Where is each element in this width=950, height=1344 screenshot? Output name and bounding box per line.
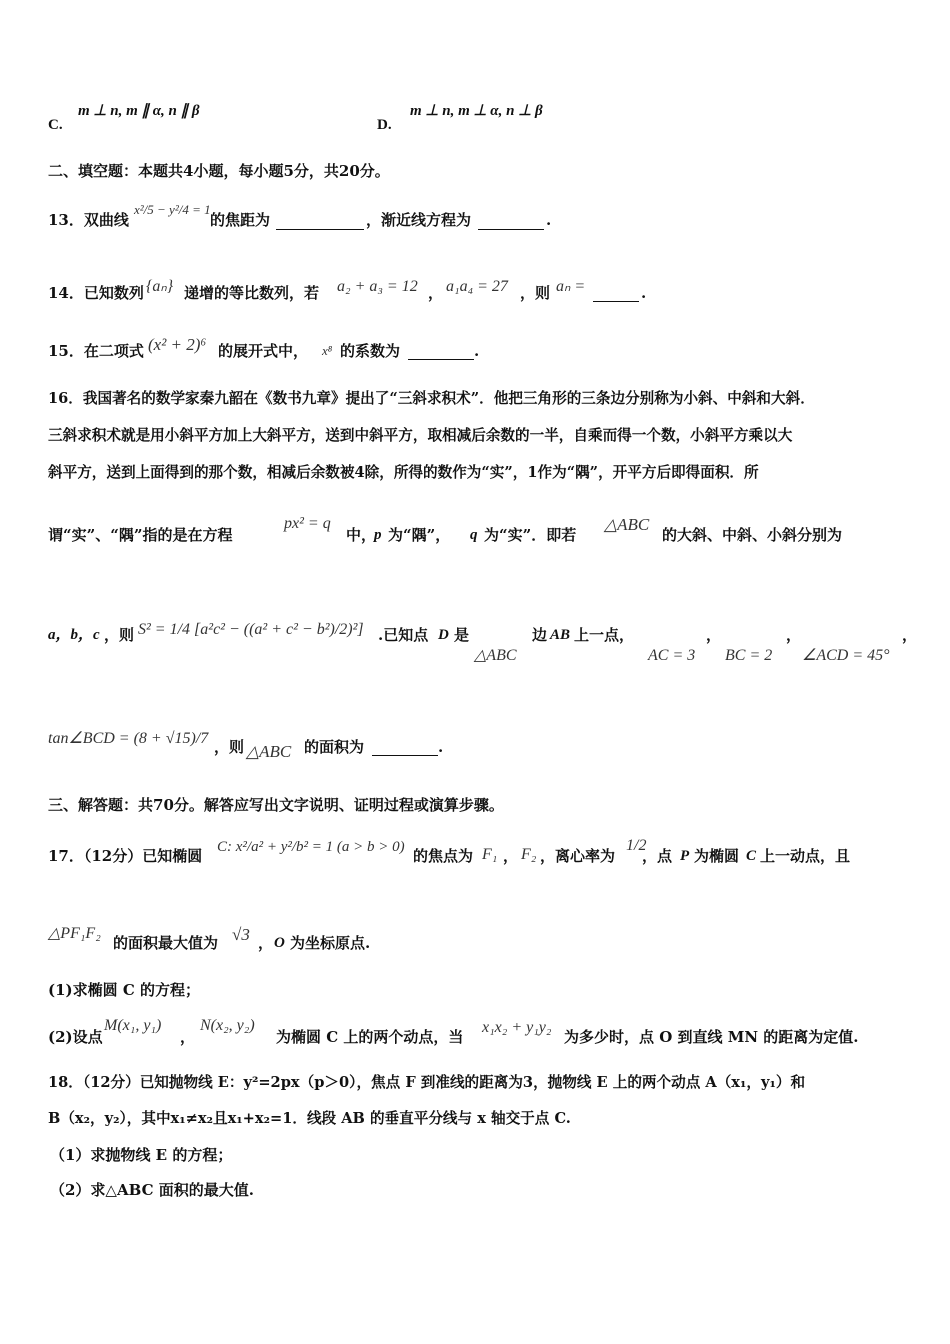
q13-blank-2[interactable] bbox=[478, 228, 544, 230]
q16-line-3: 斜平方，送到上面得到的那个数，相减后余数被4除，所得的数作为“实”，1作为“隅”，开平方后即得面积．所 bbox=[48, 464, 759, 481]
q16-triangle-2: △ABC bbox=[474, 647, 517, 664]
q17-expr: x₁x₂ + y₁y₂ bbox=[482, 1019, 552, 1036]
q16-sides: a，b，c bbox=[48, 627, 100, 643]
q17-text-5: 上一动点，且 bbox=[760, 847, 851, 865]
q15-binomial: (x² + 2)⁶ bbox=[148, 335, 207, 354]
q17-triangle: △PF₁F₂ bbox=[48, 925, 101, 942]
q17-text-3: ，点 bbox=[642, 847, 673, 865]
q13-end: . bbox=[546, 211, 552, 229]
q16-q-var: q bbox=[470, 527, 478, 543]
q16-triangle-3: △ABC bbox=[246, 742, 292, 761]
q16-sep-2: ， bbox=[786, 626, 802, 644]
q15-end: . bbox=[474, 342, 480, 360]
q15-text-1: 的展开式中， bbox=[218, 342, 309, 360]
q14-cond-2: a₁a₄ = 27 bbox=[446, 278, 508, 295]
q16-line-4e: 的大斜、中斜、小斜分别为 bbox=[662, 526, 843, 544]
section-2-title: 二、填空题：本题共4小题，每小题5分，共20分。 bbox=[48, 162, 390, 180]
q15-term: x⁸ bbox=[322, 343, 333, 358]
q17-point-m: M(x₁, y₁) bbox=[104, 1017, 162, 1034]
q17-sep: ， bbox=[503, 847, 519, 865]
q16-line-4d: 为“实”．即若 bbox=[484, 526, 577, 544]
q17-sep-mn: ， bbox=[180, 1028, 196, 1046]
q17-ellipse: C: x²/a² + y²/b² = 1 (a > b > 0) bbox=[217, 839, 405, 855]
q16-line-1: 16．我国著名的数学家秦九韶在《数书九章》提出了“三斜求积术”．他把三角形的三条边分别称为小斜、中斜和大斜． bbox=[48, 390, 815, 407]
q16-end: . bbox=[438, 738, 444, 756]
q16-blank[interactable] bbox=[372, 754, 438, 756]
q17-p: P bbox=[680, 848, 690, 864]
q14-number: 14．已知数列 bbox=[48, 284, 144, 302]
q18-part-1: （1）求抛物线 E 的方程； bbox=[50, 1146, 233, 1164]
q14-blank[interactable] bbox=[593, 300, 639, 302]
q17-text-7: ， bbox=[258, 934, 274, 952]
q14-end: . bbox=[641, 284, 647, 302]
option-d-label: D. bbox=[377, 117, 392, 133]
q17-text-8: 为坐标原点. bbox=[290, 934, 371, 952]
q16-line-6a: ，则 bbox=[214, 738, 245, 756]
section-3-title: 三、解答题：共70分。解答应写出文字说明、证明过程或演算步骤。 bbox=[48, 796, 504, 814]
q16-line-4c: 为“隅”， bbox=[388, 526, 451, 544]
q13-hyperbola-eq: x²/5 − y²/4 = 1 bbox=[134, 202, 211, 217]
q14-cond-1: a₂ + a₃ = 12 bbox=[337, 278, 418, 295]
q16-p-var: p bbox=[374, 527, 382, 543]
q16-line-5f: 上一点， bbox=[574, 626, 635, 644]
q13-blank-1[interactable] bbox=[276, 228, 364, 230]
q14-comma: ， bbox=[428, 284, 444, 302]
option-d-expr: m ⊥ n, m ⊥ α, n ⊥ β bbox=[410, 103, 543, 119]
q17-sqrt3: √3 bbox=[232, 925, 250, 944]
q17-text-1: 的焦点为 bbox=[413, 847, 474, 865]
q16-eq-1: px² = q bbox=[284, 515, 331, 532]
q16-cond-bc: BC = 2 bbox=[725, 647, 773, 664]
q16-sep-3: ， bbox=[902, 626, 918, 644]
q17-part-2a: (2)设点 bbox=[48, 1028, 103, 1046]
q16-line-5c: .已知点 bbox=[378, 626, 429, 644]
q15-number: 15．在二项式 bbox=[48, 342, 144, 360]
q16-cond-ac: AC = 3 bbox=[648, 647, 696, 664]
q18-line-1: 18．（12分）已知抛物线 E：y²=2px（p＞0），焦点 F 到准线的距离为3，抛物线 E 上的两个动点 A（x₁，y₁）和 bbox=[48, 1074, 806, 1091]
q17-part-2b: 为椭圆 C 上的两个动点，当 bbox=[276, 1028, 464, 1046]
q17-f2: F₂ bbox=[521, 846, 537, 863]
q17-text-4: 为椭圆 bbox=[694, 847, 740, 865]
q16-line-4b: 中， bbox=[346, 526, 377, 544]
q16-ab-var: AB bbox=[550, 627, 571, 643]
q16-line-5d: 是 bbox=[454, 626, 470, 644]
q16-cond-angle: ∠ACD = 45° bbox=[802, 647, 890, 664]
q14-sequence: {aₙ} bbox=[146, 278, 174, 295]
q17-c: C bbox=[746, 848, 757, 864]
q16-tan: tan∠BCD = (8 + √15)/7 bbox=[48, 730, 209, 747]
q17-part-1: (1)求椭圆 C 的方程； bbox=[48, 981, 201, 999]
q16-line-2: 三斜求积术就是用小斜平方加上大斜平方，送到中斜平方，取相减后余数的一半，自乘而得一个数，小斜平方乘以大 bbox=[48, 427, 793, 444]
option-c-expr: m ⊥ n, m ∥ α, n ∥ β bbox=[78, 103, 200, 119]
q14-text-1: 递增的等比数列，若 bbox=[184, 284, 320, 302]
q17-head: 17．（12分）已知椭圆 bbox=[48, 847, 203, 865]
q17-o: O bbox=[274, 935, 285, 951]
q14-target: aₙ = bbox=[556, 278, 586, 295]
option-c-label: C. bbox=[48, 117, 63, 133]
q16-formula: S² = 1/4 [a²c² − ((a² + c² − b²)/2)²] bbox=[138, 621, 364, 638]
q16-line-4a: 谓“实”、“隅”指的是在方程 bbox=[48, 526, 233, 544]
q17-eccentricity: 1/2 bbox=[626, 837, 647, 854]
q18-line-2: B（x₂，y₂），其中x₁≠x₂且x₁+x₂=1．线段 AB 的垂直平分线与 x 轴交于点 C. bbox=[48, 1110, 571, 1127]
q17-text-2: ，离心率为 bbox=[540, 847, 616, 865]
q16-d-var: D bbox=[438, 627, 449, 643]
q14-text-2: ，则 bbox=[520, 284, 551, 302]
q16-triangle: △ABC bbox=[604, 515, 650, 534]
q13-text-asymptote: ，渐近线方程为 bbox=[366, 211, 472, 229]
q15-text-2: 的系数为 bbox=[340, 342, 401, 360]
q15-blank[interactable] bbox=[408, 358, 474, 360]
q17-f1: F₁ bbox=[482, 846, 498, 863]
q17-point-n: N(x₂, y₂) bbox=[200, 1017, 255, 1034]
q17-text-6: 的面积最大值为 bbox=[113, 934, 219, 952]
q18-part-2: （2）求△ABC 面积的最大值. bbox=[50, 1181, 254, 1199]
q13-number: 13．双曲线 bbox=[48, 211, 129, 229]
q16-sep-1: ， bbox=[706, 626, 722, 644]
q16-line-5e: 边 bbox=[532, 626, 548, 644]
q17-part-2c: 为多少时，点 O 到直线 MN 的距离为定值. bbox=[564, 1028, 859, 1046]
q16-line-6b: 的面积为 bbox=[304, 738, 365, 756]
q13-text-focal: 的焦距为 bbox=[210, 211, 271, 229]
q16-line-5b: ，则 bbox=[104, 626, 135, 644]
